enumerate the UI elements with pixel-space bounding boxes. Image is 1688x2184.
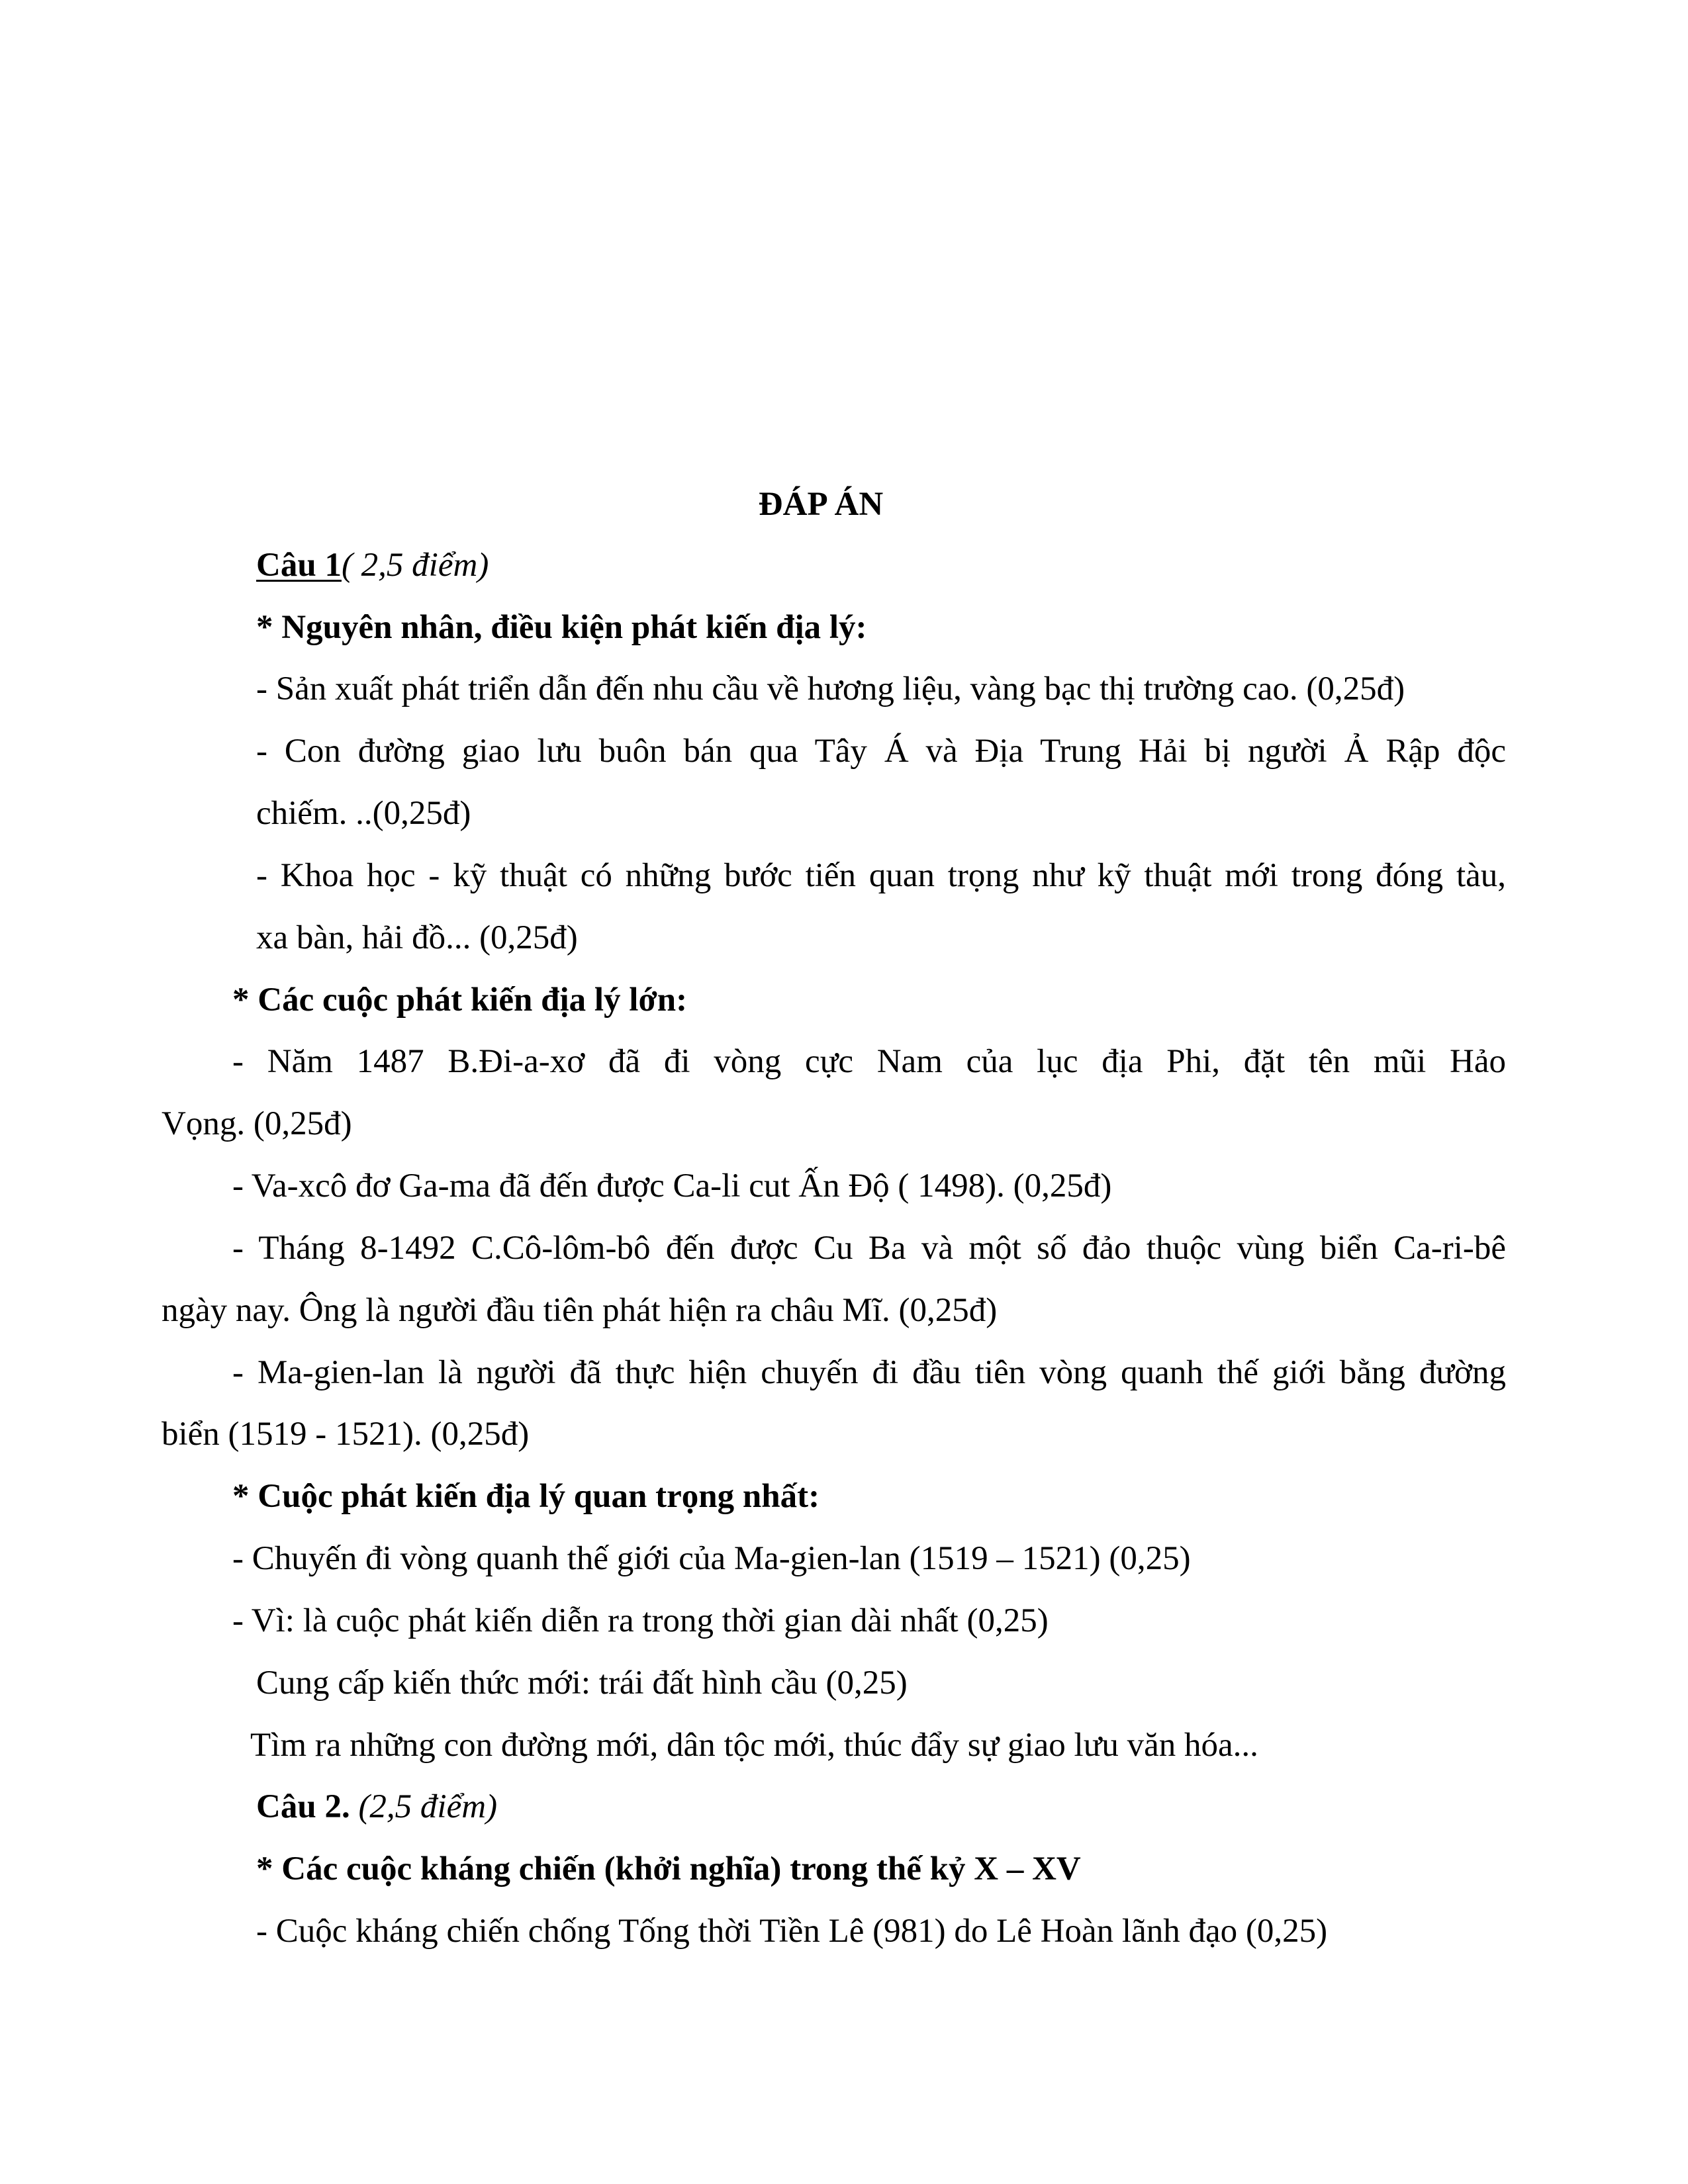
q1-s3-line-3: Cung cấp kiến thức mới: trái đất hình cầu (0,25) bbox=[256, 1664, 908, 1702]
q1-section-2-heading: * Các cuộc phát kiến địa lý lớn: bbox=[232, 981, 688, 1019]
q1-s2-line-1a: - Năm 1487 B.Đi-a-xơ đã đi vòng cực Nam của lục địa Phi, đặt tên mũi Hảo bbox=[232, 1043, 1506, 1080]
q1-s1-line-2b: chiếm. ..(0,25đ) bbox=[256, 795, 471, 832]
q2-s1-line-1: - Cuộc kháng chiến chống Tống thời Tiền Lê (981) do Lê Hoàn lãnh đạo (0,25) bbox=[256, 1913, 1328, 1950]
q1-s2-line-3a: - Tháng 8-1492 C.Cô-lôm-bô đến được Cu Ba và một số đảo thuộc vùng biển Ca-ri-bê bbox=[232, 1230, 1506, 1267]
q1-s2-line-3b: ngày nay. Ông là người đầu tiên phát hiện ra châu Mĩ. (0,25đ) bbox=[162, 1292, 998, 1329]
page-title: ĐÁP ÁN bbox=[758, 486, 884, 523]
q1-s3-line-4: Tìm ra những con đường mới, dân tộc mới, thúc đẩy sự giao lưu văn hóa... bbox=[250, 1727, 1258, 1764]
q1-s3-line-1: - Chuyến đi vòng quanh thế giới của Ma-gien-lan (1519 – 1521) (0,25) bbox=[232, 1540, 1191, 1577]
q1-section-1-heading: * Nguyên nhân, điều kiện phát kiến địa lý: bbox=[256, 609, 867, 646]
question-1-header bbox=[256, 549, 489, 582]
question-2-header bbox=[256, 1790, 497, 1824]
q1-section-3-heading: * Cuộc phát kiến địa lý quan trọng nhất: bbox=[232, 1478, 820, 1515]
q1-s2-line-4a: - Ma-gien-lan là người đã thực hiện chuyến đi đầu tiên vòng quanh thế giới bằng đường bbox=[232, 1354, 1506, 1391]
q1-s1-line-2a: - Con đường giao lưu buôn bán qua Tây Á và Địa Trung Hải bị người Ả Rập độc bbox=[256, 733, 1506, 770]
q1-s1-line-1: - Sản xuất phát triển dẫn đến nhu cầu về hương liệu, vàng bạc thị trường cao. (0,25đ) bbox=[256, 670, 1405, 707]
question-1-points: ( 2,5 điểm) bbox=[341, 547, 489, 584]
q1-s2-line-2: - Va-xcô đơ Ga-ma đã đến được Ca-li cut Ấn Độ ( 1498). (0,25đ) bbox=[232, 1167, 1112, 1205]
q1-s2-line-1b: Vọng. (0,25đ) bbox=[162, 1105, 352, 1142]
question-2-label: Câu 2. bbox=[256, 1788, 350, 1825]
q2-section-1-heading: * Các cuộc kháng chiến (khởi nghĩa) trong thế kỷ X – XV bbox=[256, 1850, 1081, 1888]
q1-s2-line-4b: biển (1519 - 1521). (0,25đ) bbox=[162, 1416, 530, 1453]
question-1-label: Câu 1 bbox=[256, 547, 342, 584]
q1-s3-line-2: - Vì: là cuộc phát kiến diễn ra trong thời gian dài nhất (0,25) bbox=[232, 1602, 1049, 1639]
question-2-points: (2,5 điểm) bbox=[358, 1788, 498, 1825]
q1-s1-line-3b: xa bàn, hải đồ... (0,25đ) bbox=[256, 919, 578, 956]
q1-s1-line-3a: - Khoa học - kỹ thuật có những bước tiến quan trọng như kỹ thuật mới trong đóng tàu, bbox=[256, 857, 1506, 894]
